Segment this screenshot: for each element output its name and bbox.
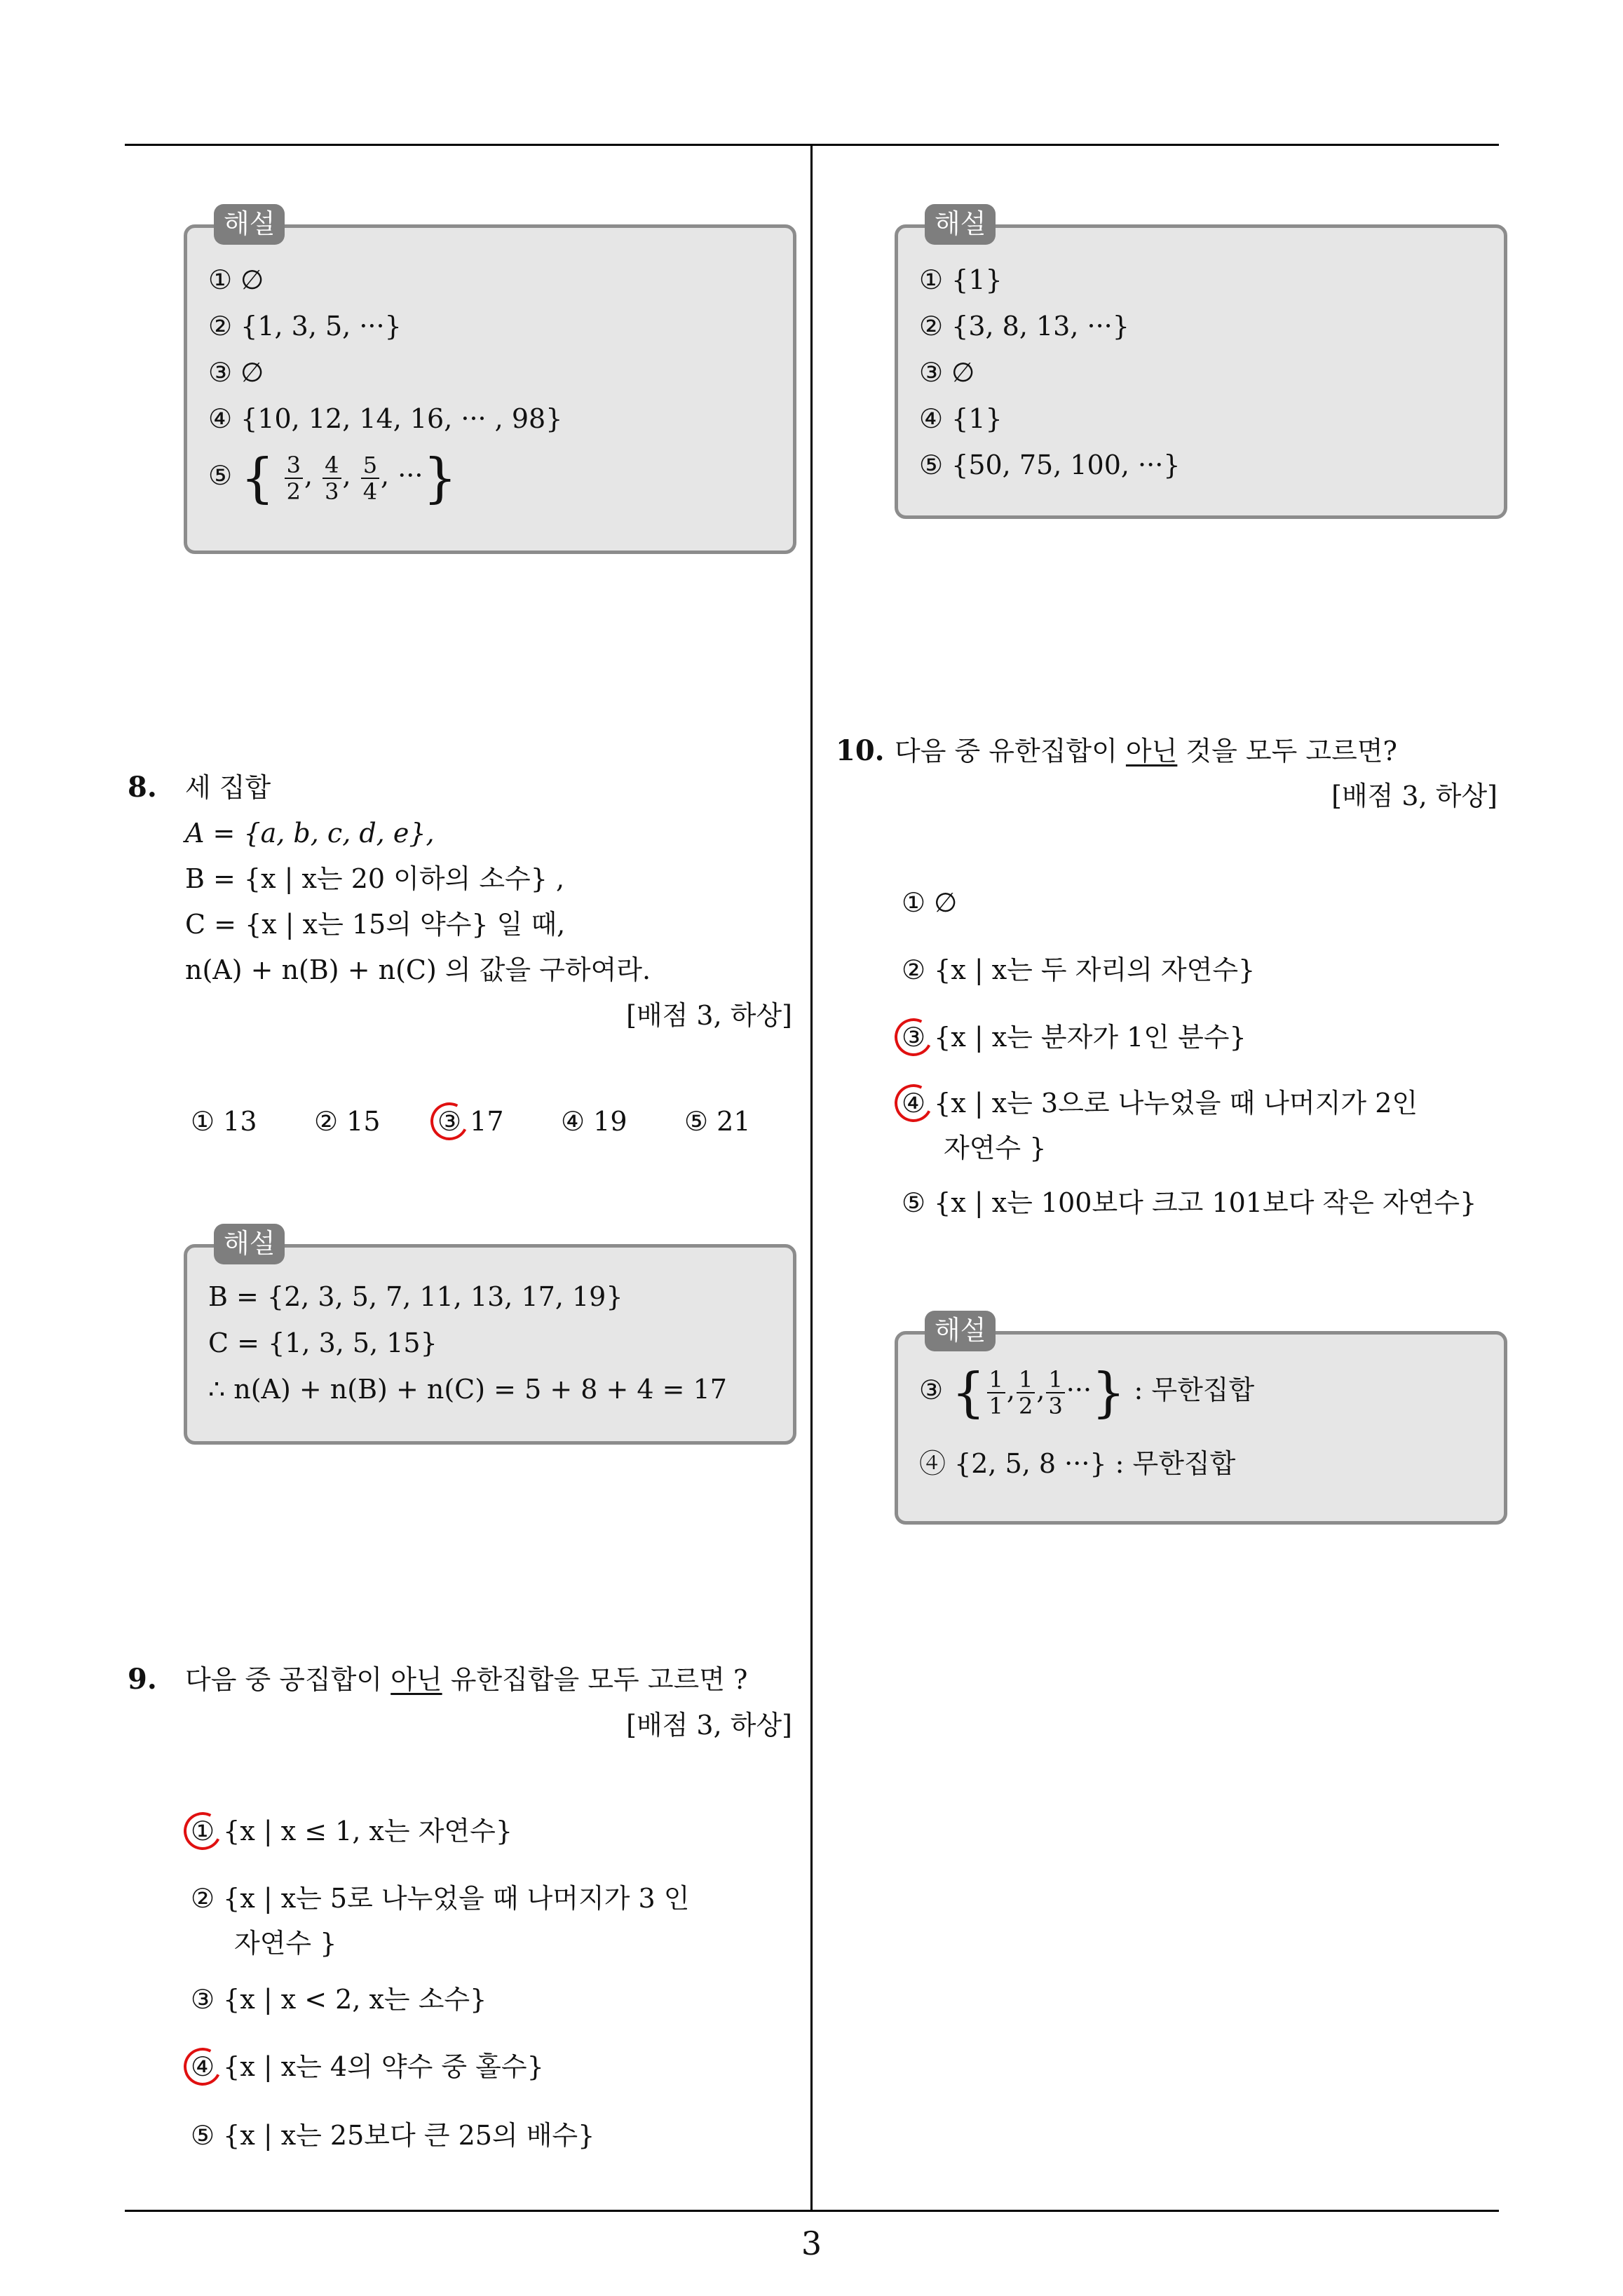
- solution-tab: 해설: [214, 1224, 285, 1264]
- answer-choice[interactable]: ② {x | x는 5로 나누었을 때 나머지가 3 인: [191, 1883, 690, 1914]
- answer-choice[interactable]: ④ {x | x는 3으로 나누었을 때 나머지가 2인: [902, 1088, 1418, 1119]
- answer-choice[interactable]: ④ {x | x는 4의 약수 중 홀수}: [191, 2051, 544, 2082]
- answer-choice[interactable]: ④ 19: [561, 1106, 627, 1137]
- solution-box-q8: [184, 1228, 796, 1445]
- solution-line: ② {3, 8, 13, ···}: [919, 311, 1129, 342]
- fraction: $\frac{1}{2}$: [1017, 1367, 1035, 1419]
- right-brace: }: [1092, 1360, 1126, 1424]
- left-brace: {: [240, 446, 275, 509]
- fraction: $\frac{5}{4}$: [361, 452, 379, 504]
- answer-choice[interactable]: ③ {x | x < 2, x는 소수}: [191, 1984, 487, 2015]
- solution-line: ② {1, 3, 5, ···}: [208, 311, 402, 342]
- solution-line: ④ {10, 12, 14, 16, ··· , 98}: [208, 403, 563, 434]
- answer-choice[interactable]: ① ∅: [902, 887, 958, 918]
- choice-marker: ③: [919, 1375, 944, 1405]
- solution-tab: 해설: [214, 204, 285, 245]
- solution-line: ③ ∅: [208, 357, 264, 388]
- question-number: 10.: [836, 734, 885, 767]
- answer-choice[interactable]: ③ 17: [437, 1106, 504, 1137]
- solution-line: ∴ n(A) + n(B) + n(C) = 5 + 8 + 4 = 17: [208, 1374, 727, 1405]
- answer-choice[interactable]: ⑤ 21: [684, 1106, 751, 1137]
- question-text: B = {x | x는 20 이하의 소수} ,: [185, 863, 565, 894]
- question-stem: 다음 중 유한집합이 아닌 것을 모두 고르면?: [895, 736, 1397, 767]
- solution-line-fractions: ⑤ { $\frac{3}{2}$ , $\frac{4}{3}$ , $\frac{5}{4}$ , ···}: [208, 446, 457, 509]
- solution-box-q7: [184, 208, 796, 554]
- question-text: n(A) + n(B) + n(C) 의 값을 구하여라.: [185, 954, 651, 985]
- solution-tab: 해설: [925, 1311, 996, 1351]
- right-brace: }: [423, 446, 457, 509]
- question-meta: [배점 3, 하상]: [626, 1000, 792, 1031]
- ellipsis: ···: [398, 460, 423, 491]
- solution-line: ⑤ {50, 75, 100, ···}: [919, 450, 1181, 480]
- choice-marker: ⑤: [208, 460, 233, 491]
- solution-line: C = {1, 3, 5, 15}: [208, 1328, 437, 1358]
- solution-line-fractions: ③ { $\frac{1}{1}$ , $\frac{1}{2}$ , $\frac{1}{3}$ ···} : 무한집합: [919, 1360, 1255, 1424]
- answer-choice[interactable]: ⑤ {x | x는 25보다 큰 25의 배수}: [191, 2120, 595, 2151]
- left-brace: {: [951, 1360, 986, 1424]
- solution-box-q10: [895, 1315, 1507, 1525]
- question-meta: [배점 3, 하상]: [1331, 781, 1498, 811]
- bottom-rule: [125, 2210, 1499, 2212]
- question-stem: 다음 중 공집합이 아닌 유한집합을 모두 고르면 ?: [185, 1664, 748, 1695]
- question-text: A = {a, b, c, d, e},: [185, 818, 435, 849]
- page-number: 3: [801, 2224, 822, 2262]
- solution-line: ④ {1}: [919, 403, 1003, 434]
- solution-line: ① ∅: [208, 264, 264, 295]
- underlined-word: 아닌: [391, 1664, 442, 1695]
- answer-choice-continued[interactable]: 자연수 }: [944, 1133, 1047, 1163]
- solution-note: : 무한집합: [1125, 1375, 1255, 1405]
- solution-line: ④ {2, 5, 8 ···} : 무한집합: [919, 1448, 1236, 1479]
- solution-line: ① {1}: [919, 264, 1003, 295]
- underlined-word: 아닌: [1125, 736, 1178, 767]
- answer-choice[interactable]: ① 13: [191, 1106, 257, 1137]
- answer-choice-continued[interactable]: 자연수 }: [234, 1928, 337, 1959]
- solution-line: B = {2, 3, 5, 7, 11, 13, 17, 19}: [208, 1281, 623, 1312]
- answer-choice[interactable]: ② {x | x는 두 자리의 자연수}: [902, 954, 1256, 985]
- fraction: $\frac{1}{1}$: [987, 1367, 1005, 1419]
- answer-choice[interactable]: ⑤ {x | x는 100보다 크고 101보다 작은 자연수}: [902, 1187, 1477, 1218]
- solution-box-q-prev: [895, 208, 1507, 519]
- answer-choice[interactable]: ② 15: [314, 1106, 381, 1137]
- column-divider: [810, 144, 813, 2211]
- ellipsis: ···: [1066, 1375, 1092, 1405]
- solution-tab: 해설: [925, 204, 996, 245]
- fraction: $\frac{3}{2}$: [285, 452, 303, 504]
- question-meta: [배점 3, 하상]: [626, 1710, 792, 1741]
- question-number: 8.: [128, 771, 157, 804]
- solution-line: ③ ∅: [919, 357, 975, 388]
- fraction: $\frac{1}{3}$: [1046, 1367, 1064, 1419]
- fraction: $\frac{4}{3}$: [322, 452, 341, 504]
- answer-choice[interactable]: ③ {x | x는 분자가 1인 분수}: [902, 1022, 1247, 1053]
- question-text: 세 집합: [185, 772, 271, 803]
- question-text: C = {x | x는 15의 약수} 일 때,: [185, 909, 566, 940]
- answer-choice[interactable]: ① {x | x ≤ 1, x는 자연수}: [191, 1816, 512, 1846]
- question-number: 9.: [128, 1663, 157, 1696]
